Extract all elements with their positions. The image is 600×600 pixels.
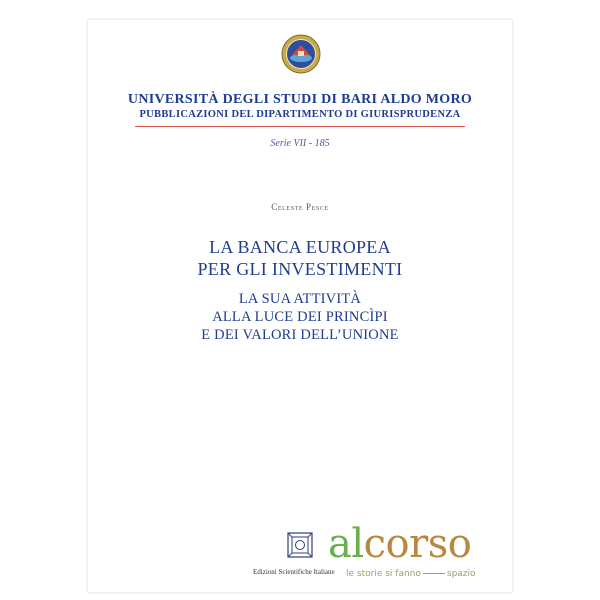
watermark-tagline (346, 569, 476, 579)
publisher-name: Edizioni Scientifiche Italiane (253, 568, 335, 576)
header-divider (135, 126, 465, 127)
title-line-1: LA BANCA EUROPEA (209, 237, 391, 257)
watermark-brand-part2: corso (363, 521, 472, 567)
department-name: PUBBLICAZIONI DEL DIPARTIMENTO DI GIURISPRUDENZA (139, 109, 461, 120)
title-line-2: PER GLI INVESTIMENTI (197, 259, 403, 279)
watermark-brand-part1: al (328, 521, 364, 567)
subtitle-line-3: E DEI VALORI DELL’UNIONE (201, 327, 399, 343)
university-name: UNIVERSITÀ DEGLI STUDI DI BARI ALDO MORO (127, 92, 473, 107)
tagline-right: spazio (446, 569, 476, 579)
tagline-dash (423, 573, 445, 574)
series-number: Serie VII - 185 (270, 138, 330, 149)
tagline-left: le storie si fanno (346, 569, 421, 579)
subtitle-line-1: LA SUA ATTIVITÀ (238, 291, 362, 307)
watermark-logo (328, 522, 471, 566)
author-name: Celeste Pesce (271, 202, 329, 212)
university-seal-icon (281, 34, 321, 74)
publisher-logo-icon (287, 532, 313, 558)
subtitle-line-2: ALLA LUCE DEI PRINCÌPI (212, 309, 388, 325)
